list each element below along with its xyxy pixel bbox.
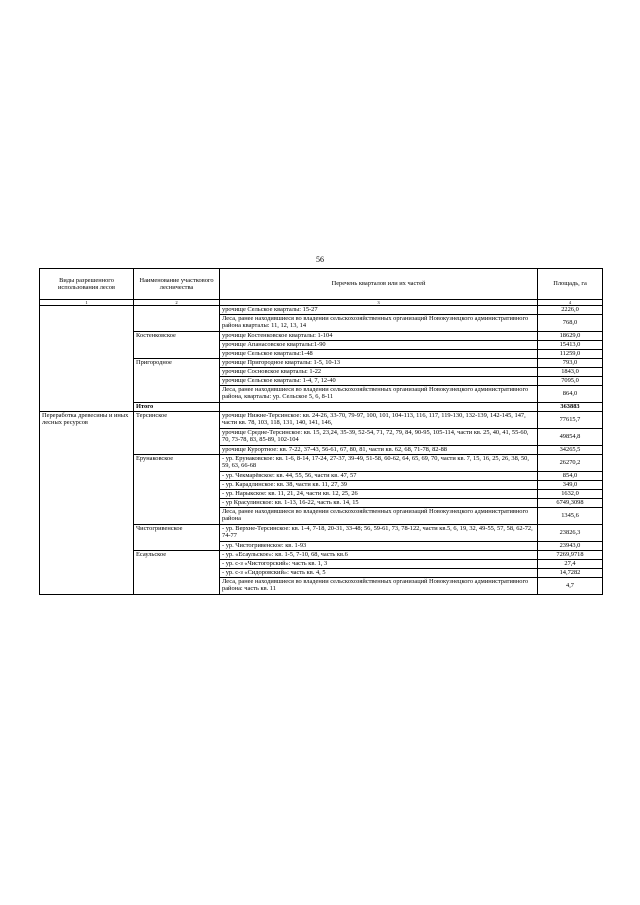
forestry-cell: Есаульское [134,551,220,595]
column-number: 1 [40,300,134,306]
use-type-cell [40,306,134,412]
forestry-cell: Ерунаковское [134,455,220,525]
area-cell: 23943,0 [538,542,603,551]
area-cell: 11259,0 [538,350,603,359]
area-cell: 4,7 [538,578,603,595]
area-cell: 14,7282 [538,569,603,578]
column-number: 3 [220,300,538,306]
quarters-cell: урочище Нижне-Терсинское: кв. 24-26, 33-70, 79-97, 100, 101, 104-113, 116, 117, 119-130, 132-139, 142-145, 147, части кв. 78, 103, 118, 131, 140, 141, 146, [220,412,538,429]
quarters-cell: Леса, ранее находившиеся во владении сельскохозяйственных организаций Новокузнецкого административного района [220,508,538,525]
total-area: 363883 [538,403,603,412]
quarters-cell: - ур. с-з «Сидоровский»: часть кв. 4, 5 [220,569,538,578]
quarters-cell: - ур. Чистогривенское: кв. 1-93 [220,542,538,551]
area-cell: 18629,0 [538,332,603,341]
area-cell: 349,0 [538,481,603,490]
quarters-cell: - ур. «Есаульское»: кв. 1-5, 7-10, 68, часть кв.6 [220,551,538,560]
header-forestry-name: Наименование участкового лесничества [134,269,220,300]
column-number: 2 [134,300,220,306]
forestry-cell: Пригородное [134,359,220,403]
page-number: 56 [316,255,324,264]
quarters-cell: урочище Сельское кварталы: 1-4, 7, 12-40 [220,377,538,386]
forestry-cell [134,306,220,332]
quarters-cell: - ур. Верхне-Терсинское: кв. 1-4, 7-18, 20-31, 33-48; 56, 59-61, 73, 78-122, части кв.5, 6, 19, 32, 49-55, 57, 58, 62-72, 74-77 [220,525,538,542]
quarters-cell: - ур. Чекмарёвское: кв. 44, 55, 56, части кв. 47, 57 [220,472,538,481]
area-cell: 34265,5 [538,446,603,455]
header-quarters-list: Перечень кварталов или их частей [220,269,538,300]
quarters-cell: Леса, ранее находившиеся во владении сельскохозяйственных организаций Новокузнецкого административного района, кварталы: ур. Сельское 5, 6, 8-11 [220,386,538,403]
table-header-row [40,269,603,300]
area-cell: 6749,3098 [538,499,603,508]
area-cell: 1345,6 [538,508,603,525]
quarters-cell [220,403,538,412]
quarters-cell: - ур. Нарыкское: кв. 11, 21, 24, части кв. 12, 25, 26 [220,490,538,499]
table-row [40,412,603,429]
header-area: Площадь, га [538,269,603,300]
quarters-cell: урочище Пригородное кварталы: 1-5, 10-13 [220,359,538,368]
use-type-cell: Переработка древесины и иных лесных ресурсов [40,412,134,595]
area-cell: 77615,7 [538,412,603,429]
quarters-cell: Леса, ранее находившиеся во владении сельскохозяйственных организаций Новокузнецкого административного района: часть кв. 11 [220,578,538,595]
quarters-cell: урочище Апанасовское кварталы:1-90 [220,341,538,350]
table-row [40,306,603,315]
quarters-cell: урочище Средне-Терсинское: кв. 15, 23,24, 35-39, 52-54, 71, 72, 79, 84, 90-95, 105-114, части кв. 25, 40, 41, 55-60, 70, 73-78, 83, 85-89, 102-104 [220,429,538,446]
forest-use-table [39,268,603,595]
area-cell: 768,0 [538,315,603,332]
area-cell: 23826,3 [538,525,603,542]
quarters-cell: урочище Костенковское кварталы: 1-104 [220,332,538,341]
area-cell: 1632,0 [538,490,603,499]
quarters-cell: урочище Сельское кварталы: 15-27 [220,306,538,315]
quarters-cell: урочище Курортное: кв. 7-22, 37-43, 56-61, 67, 80, 81, части кв. 62, 68, 71-78, 82-88 [220,446,538,455]
area-cell: 864,0 [538,386,603,403]
area-cell: 7095,0 [538,377,603,386]
area-cell: 793,0 [538,359,603,368]
quarters-cell: - ур. Ерунаковское: кв. 1-6, 8-14, 17-24, 27-37, 39-49, 51-58, 60-62, 64, 65, 69, 70, части кв. 7, 15, 16, 25, 26, 38, 50, 59, 63, 66-68 [220,455,538,472]
column-number: 4 [538,300,603,306]
total-label: Итого [134,403,220,412]
area-cell: 15413,0 [538,341,603,350]
area-cell: 49854,8 [538,429,603,446]
forestry-cell: Чистогривенское [134,525,220,551]
quarters-cell: Леса, ранее находившиеся во владении сельскохозяйственных организаций Новокузнецкого административного района кварталы: 11, 12, 13, 14 [220,315,538,332]
quarters-cell: - ур. Карадлинское: кв. 38, части кв. 11, 27, 39 [220,481,538,490]
area-cell: 2226,0 [538,306,603,315]
quarters-cell: урочище Сельское кварталы:1-48 [220,350,538,359]
area-cell: 854,0 [538,472,603,481]
forestry-cell: Терсинское [134,412,220,455]
quarters-cell: урочище Сосновское кварталы: 1-22 [220,368,538,377]
quarters-cell: - ур. с-з «Чистогорский»: часть кв. 1, 3 [220,560,538,569]
area-cell: 7269,9718 [538,551,603,560]
header-use-type: Виды разрешенного использования лесов [40,269,134,300]
quarters-cell: - ур Красулинское: кв. 1-13, 16-22, часть кв. 14, 15 [220,499,538,508]
area-cell: 1843,0 [538,368,603,377]
area-cell: 26270,2 [538,455,603,472]
forestry-cell: Костенковское [134,332,220,359]
area-cell: 27,4 [538,560,603,569]
